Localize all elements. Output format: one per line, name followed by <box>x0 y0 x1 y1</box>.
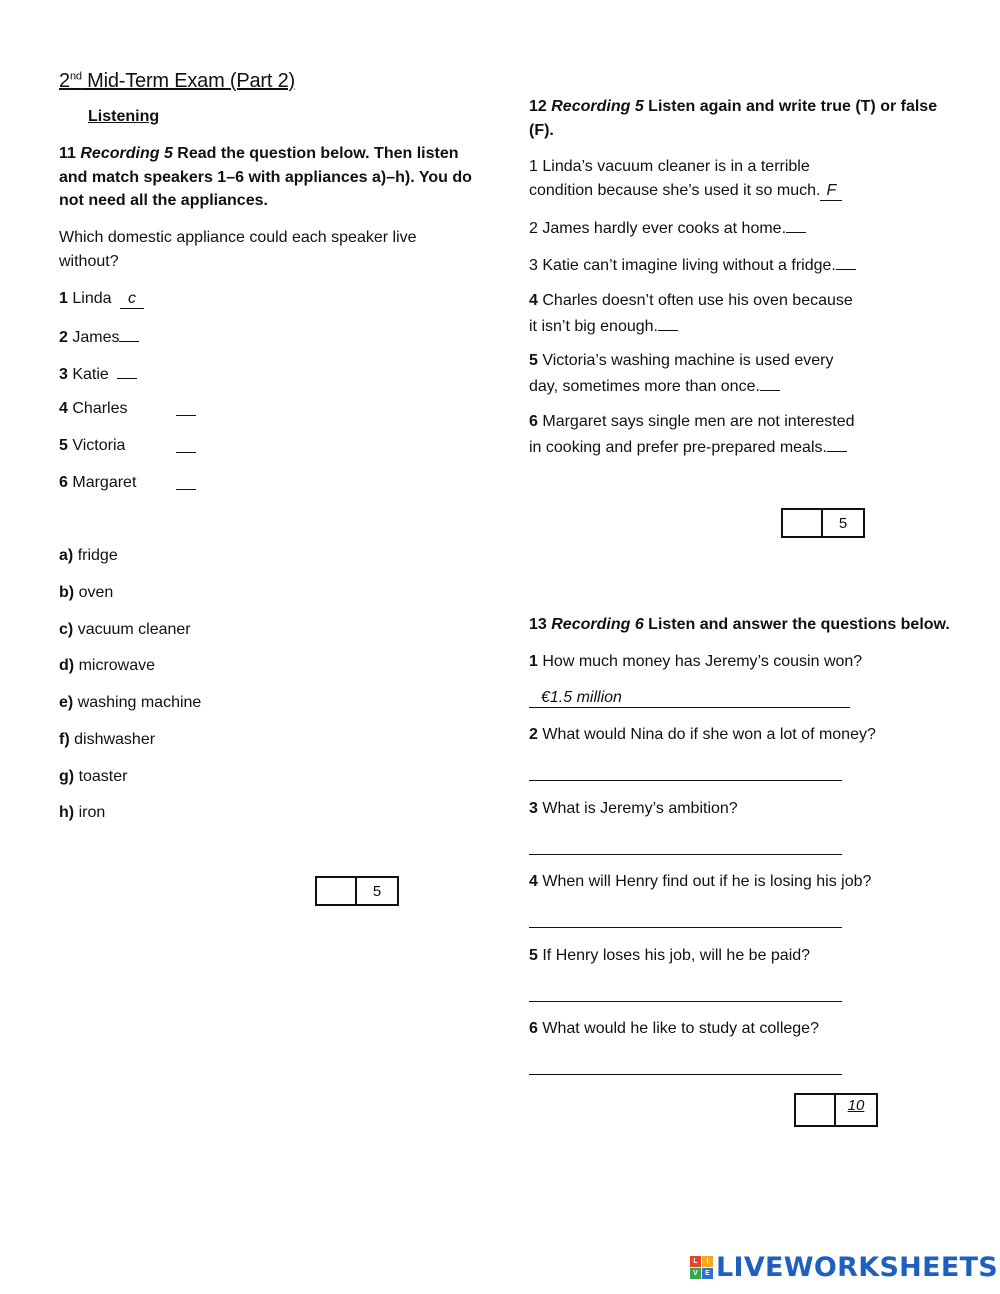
logo-text: LIVEWORKSHEETS <box>716 1252 999 1283</box>
tf-item: 4 Charles doesn’t often use his oven because <box>529 292 853 309</box>
q13-answer-line[interactable] <box>529 927 842 928</box>
speaker-answer[interactable] <box>176 475 196 490</box>
q13-question: 2 What would Nina do if she won a lot of money? <box>529 726 876 743</box>
q11-instruction-line3: not need all the appliances. <box>59 192 268 209</box>
tf-item-line2: in cooking and prefer pre-prepared meals. <box>529 437 847 457</box>
q13-answer-line[interactable] <box>529 707 850 708</box>
tf-item: 5 Victoria’s washing machine is used every <box>529 352 834 369</box>
speaker-answer[interactable] <box>119 327 139 342</box>
score-input[interactable] <box>796 1095 836 1125</box>
q11-score-box <box>315 876 399 906</box>
q13-question: 5 If Henry loses his job, will he be paid? <box>529 947 811 964</box>
appliance-item: b) oven <box>59 584 114 601</box>
appliance-item: h) iron <box>59 804 106 821</box>
speaker-answer[interactable]: c <box>120 290 144 309</box>
speaker-item: 4 Charles <box>59 400 128 417</box>
tf-answer[interactable] <box>760 376 780 391</box>
logo-blocks-icon: L I V E <box>690 1256 713 1279</box>
q13-question: 1 How much money has Jeremy’s cousin won? <box>529 653 863 670</box>
tf-item: 3 Katie can’t imagine living without a fridge. <box>529 255 856 275</box>
q13-answer-line[interactable] <box>529 780 842 781</box>
tf-item: 2 James hardly ever cooks at home. <box>529 218 806 238</box>
score-input[interactable] <box>317 878 357 904</box>
q13-score-box <box>794 1093 878 1127</box>
q12-instruction-line2: (F). <box>529 122 554 139</box>
q13-answer-line[interactable] <box>529 1001 842 1002</box>
q13-answer-text: €1.5 million <box>541 689 622 706</box>
q11-instruction-line1: 11 Recording 5 Read the question below. Then listen <box>59 145 459 162</box>
speaker-item: 1 Linda c <box>59 290 144 309</box>
section-heading: Listening <box>88 108 160 125</box>
appliance-item: d) microwave <box>59 657 156 674</box>
q13-answer-line[interactable] <box>529 1074 842 1075</box>
q11-instruction-line2: and match speakers 1–6 with appliances a)–h). You do <box>59 169 472 186</box>
q13-instruction: 13 Recording 6 Listen and answer the questions below. <box>529 616 950 633</box>
appliance-item: f) dishwasher <box>59 731 156 748</box>
q13-question: 6 What would he like to study at college? <box>529 1020 819 1037</box>
tf-answer[interactable] <box>786 218 806 233</box>
q13-question: 3 What is Jeremy’s ambition? <box>529 800 738 817</box>
q11-question-line2: without? <box>59 253 119 270</box>
page-title: 2nd Mid-Term Exam (Part 2) <box>59 70 295 92</box>
speaker-answer[interactable] <box>176 401 196 416</box>
tf-answer[interactable]: F <box>820 182 842 201</box>
score-total: 5 <box>372 882 382 900</box>
speaker-answer[interactable] <box>176 438 196 453</box>
q12-instruction-line1: 12 Recording 5 Listen again and write true (T) or false <box>529 98 938 115</box>
speaker-item: 3 Katie <box>59 364 137 384</box>
tf-answer[interactable] <box>658 316 678 331</box>
speaker-item: 6 Margaret <box>59 474 137 491</box>
appliance-item: e) washing machine <box>59 694 202 711</box>
tf-answer[interactable] <box>836 255 856 270</box>
tf-item-line2: day, sometimes more than once. <box>529 376 780 396</box>
appliance-item: g) toaster <box>59 768 128 785</box>
speaker-answer[interactable] <box>117 364 137 379</box>
tf-item-line2: condition because she’s used it so much. F <box>529 182 842 201</box>
appliance-item: a) fridge <box>59 547 118 564</box>
speaker-item: 2 James <box>59 327 139 347</box>
liveworksheets-logo <box>690 1252 998 1283</box>
tf-item-line2: it isn’t big enough. <box>529 316 678 336</box>
score-input[interactable] <box>783 510 823 536</box>
speaker-item: 5 Victoria <box>59 437 126 454</box>
score-total: 10 <box>847 1097 865 1114</box>
tf-item: 1 Linda’s vacuum cleaner is in a terrible <box>529 158 810 175</box>
score-total: 5 <box>838 514 848 532</box>
q13-answer-line[interactable] <box>529 854 842 855</box>
tf-item: 6 Margaret says single men are not interested <box>529 413 855 430</box>
appliance-item: c) vacuum cleaner <box>59 621 191 638</box>
q13-question: 4 When will Henry find out if he is losing his job? <box>529 873 872 890</box>
q12-score-box <box>781 508 865 538</box>
q11-question-line1: Which domestic appliance could each speaker live <box>59 229 417 246</box>
tf-answer[interactable] <box>827 437 847 452</box>
